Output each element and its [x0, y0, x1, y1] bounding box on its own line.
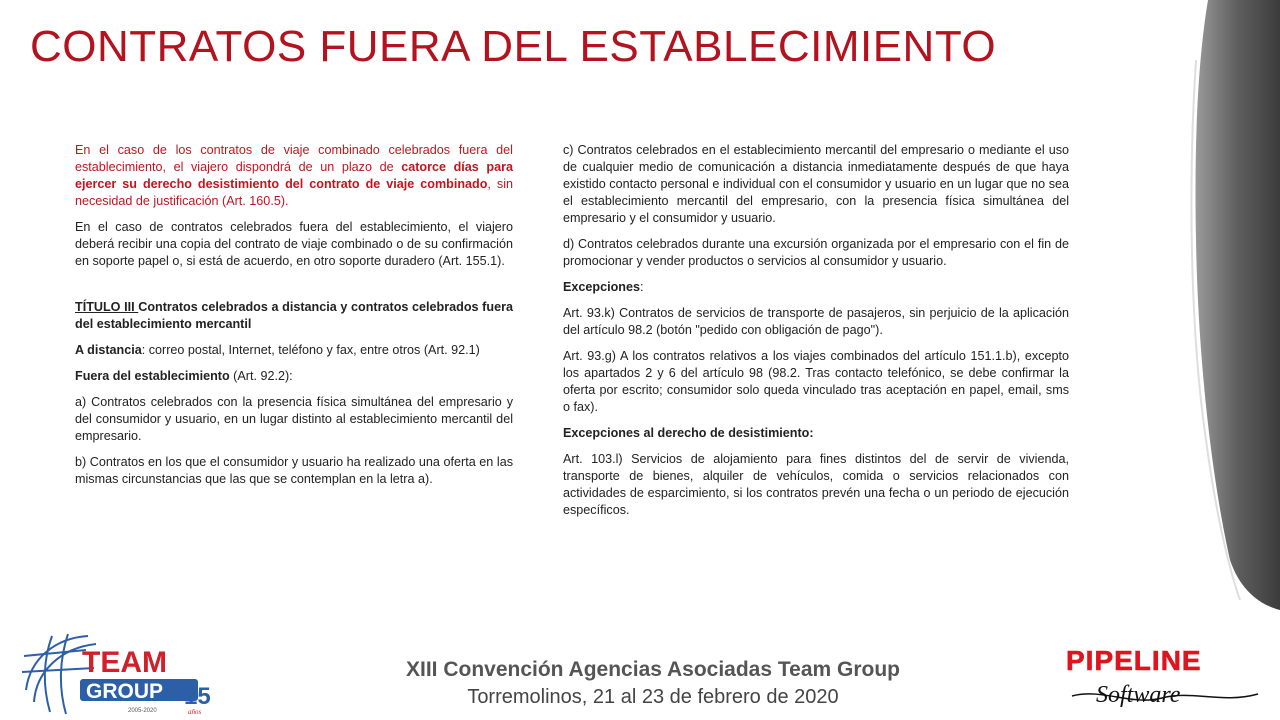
paragraph-item-a: a) Contratos celebrados con la presencia física simultánea del empresario y del consumidor y usuario, en un lugar distinto al establecimiento mercantil del empresario. — [75, 395, 513, 443]
paragraph-titulo-iii — [75, 299, 513, 333]
plazo-text-2: , sin necesidad de justificación (Art. 160.5). — [75, 177, 513, 208]
paragraph-excepciones-desistimiento: Excepciones al derecho de desistimiento: — [563, 426, 814, 440]
anniversary-number: 15 — [184, 683, 211, 710]
team-word: TEAM — [82, 646, 167, 679]
footer-event-subtitle: Torremolinos, 21 al 23 de febrero de 2020 — [467, 686, 839, 708]
fuera-label: Fuera del establecimiento — [75, 369, 230, 383]
right-column — [563, 142, 1069, 528]
paragraph-a-distancia — [75, 342, 513, 359]
pipeline-software-logo — [1062, 640, 1267, 712]
paragraph-art-103l: Art. 103.l) Servicios de alojamiento para fines distintos del de servir de vivienda, transporte de bienes, alquiler de vehículos, comida o servicios relacionados con actividades de esparcimiento, si los contratos prevén una fecha o un periodo de ejecución específicos. — [563, 452, 1069, 517]
excepciones-label: Excepciones — [563, 280, 641, 294]
paragraph-item-b: b) Contratos en los que el consumidor y usuario ha realizado una oferta en las mismas circunstancias que las que se contemplan en la letra a). — [75, 455, 513, 486]
fuera-text: (Art. 92.2): — [229, 369, 293, 383]
paragraph-item-d: d) Contratos celebrados durante una excursión organizada por el empresario con el fin de promocionar y vender productos o servicios al consumidor y usuario. — [563, 237, 1069, 268]
paragraph-fuera-establecimiento — [75, 368, 513, 385]
paragraph-copia-contrato: En el caso de contratos celebrados fuera del establecimiento, el viajero deberá recibir una copia del contrato de viaje combinado o de su confirmación en soporte papel o, si está de acuerdo, en otro soporte duradero (Art. 155.1). — [75, 220, 513, 268]
titulo-text: Contratos celebrados a distancia y contratos celebrados fuera del establecimiento mercantil — [75, 300, 513, 331]
distancia-text: : correo postal, Internet, teléfono y fax, entre otros (Art. 92.1) — [141, 343, 480, 357]
group-word: GROUP — [86, 680, 164, 703]
distancia-label: A distancia — [75, 343, 142, 357]
paragraph-item-c: c) Contratos celebrados en el establecimiento mercantil del empresario o mediante el uso de cualquier medio de comunicación a distancia inmediatamente después de que haya existido contacto personal e individual con el consumidor y usuario en un lugar que no sea el establecimiento mercantil del empresario, con la presencia física simultánea del empresario y el consumidor y usuario. — [563, 143, 1069, 225]
slide-title: CONTRATOS FUERA DEL ESTABLECIMIENTO — [30, 22, 997, 71]
footer-event-title: XIII Convención Agencias Asociadas Team Group — [405, 658, 900, 681]
paragraph-art-93k: Art. 93.k) Contratos de servicios de transporte de pasajeros, sin perjuicio de la aplicación del artículo 98.2 (botón "pedido con obligación de pago"). — [563, 306, 1069, 337]
paragraph-plazo-desistimiento — [75, 142, 513, 210]
pipeline-word: PIPELINE — [1066, 645, 1202, 676]
plazo-text-1: En el caso de los contratos de viaje combinado celebrados fuera del establecimiento, el viajero dispondrá de un plazo de — [75, 143, 513, 174]
years-range: 2005-2020 — [128, 708, 157, 714]
anos-word: años — [188, 708, 202, 716]
paragraph-art-93g: Art. 93.g) A los contratos relativos a los viajes combinados del artículo 151.1.b), excepto los apartados 2 y 6 del artículo 98 (98.2. Tras contacto telefónico, se debe confirmar la oferta por escrito; consumidor solo queda vinculado tras aceptación en papel, email, sms o fax). — [563, 349, 1069, 414]
team-group-logo — [16, 628, 226, 716]
software-word: Software — [1096, 682, 1181, 708]
excepciones-colon: : — [640, 280, 644, 294]
decorative-swoosh — [1170, 0, 1280, 610]
paragraph-excepciones — [563, 279, 1069, 296]
titulo-label: TÍTULO III — [75, 300, 139, 314]
left-column — [75, 142, 513, 497]
plazo-text-bold: catorce días para ejercer su derecho desistimiento del contrato de viaje combinado — [75, 160, 514, 191]
